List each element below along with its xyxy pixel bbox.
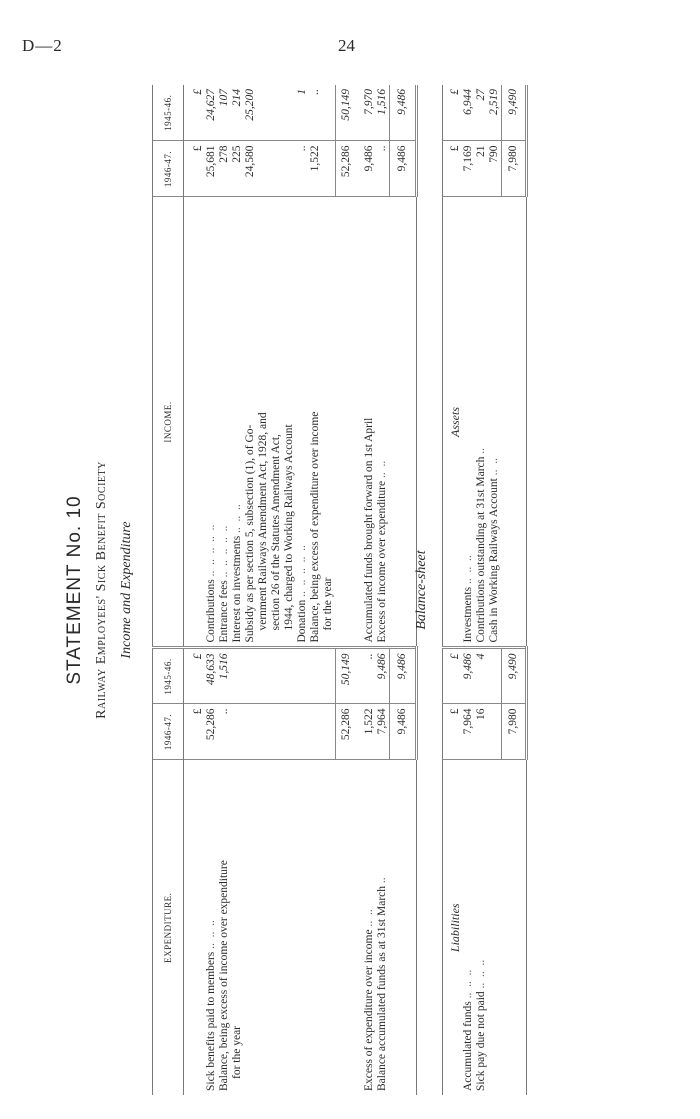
table-row [257,85,270,1095]
balance-sheet-table [442,85,528,1095]
income-header: INCOME. [153,197,184,648]
total-value: 9,490 [502,648,527,704]
total-value: 7,980 [502,704,527,760]
currency-symbol: £ [443,704,463,760]
value-cell: 214 [231,85,244,141]
income-label: Donation [296,599,308,643]
value-cell: 48,633 [205,648,218,704]
table-header-row [153,85,184,1095]
year-header-1945-46: 1945-46. [153,648,184,704]
table-row [322,85,335,1095]
table-row [309,85,322,1095]
table-row: Cash in Working Railways Account .. .. 790 2,519 [488,85,502,1095]
total-row [502,85,527,1095]
table-row [443,85,463,1095]
page-identifier: D—2 [22,36,63,55]
expenditure-label: Balance accumulated funds as at 31st March [376,885,388,1091]
liability-label: Accumulated funds [462,1001,474,1091]
table-row [270,85,283,1095]
value-cell: 9,486 [462,648,475,704]
value-cell: 2,519 [488,85,502,141]
subtotal-value: 52,286 [335,141,357,197]
expenditure-label: Sick benefits paid to members [205,951,217,1091]
value-cell: 1,522 [357,704,376,760]
total-row [390,85,417,1095]
income-label: vernment Railways Amendment Act, 1928, and [257,197,270,648]
value-cell: 1,516 [376,85,390,141]
value-cell: 9,486 [357,141,376,197]
year-header-1945-46: 1945-46. [153,85,184,141]
table-row: Sick benefits paid to members .. .. .. 52,286 48,633 Contributions .. .. .. .. .. 25,681 24,627 [205,85,218,1095]
currency-symbol: £ [184,648,206,704]
asset-label: Investments [462,586,474,643]
balance-sheet-caption: Balance-sheet [414,550,429,630]
value-cell: 1,522 [309,141,322,197]
total-value: 9,486 [390,704,417,760]
income-expenditure-table [152,85,418,1095]
liability-label: Sick pay due not paid [475,991,487,1091]
currency-symbol: £ [184,704,206,760]
currency-symbol: £ [184,85,206,141]
subtotal-value: 52,286 [335,704,357,760]
expenditure-label: for the year [231,1026,243,1079]
value-cell: 6,944 [462,85,475,141]
income-label: for the year [322,197,335,648]
subtotal-row [335,85,357,1095]
income-label: 1944, charged to Working Railways Account [283,197,296,648]
value-cell: 7,964 [376,704,390,760]
expenditure-header: EXPENDITURE. [153,760,184,1095]
value-cell: 27 [475,85,488,141]
value-cell: 278 [218,141,231,197]
currency-symbol: £ [443,648,463,704]
table-row [244,85,257,1095]
total-value: 9,490 [502,85,527,141]
subtotal-value: 50,149 [335,85,357,141]
income-label: Accumulated funds brought forward on 1st April [357,197,376,648]
table-row: Accumulated funds .. .. .. 7,964 9,486 Investments .. .. .. 7,169 6,944 [462,85,475,1095]
total-value: 9,486 [390,648,417,704]
income-label: section 26 of the Statutes Amendment Act, [270,197,283,648]
total-value: 9,486 [390,85,417,141]
value-cell: 7,964 [462,704,475,760]
value-cell: .. [218,704,231,760]
value-cell: 25,200 [244,85,257,141]
value-cell: 790 [488,141,502,197]
value-cell: 9,486 [376,648,390,704]
expenditure-label: Balance, being excess of income over expenditure [218,860,230,1091]
year-header-1946-47: 1946-47. [153,704,184,760]
table-row: Sick pay due not paid .. .. .. 16 4 Contributions outstanding at 31st March .. 21 27 [475,85,488,1095]
year-header-1946-47: 1946-47. [153,141,184,197]
income-label: Excess of income over expenditure [376,480,388,643]
page-number: 24 [338,36,355,55]
value-cell: 1 [296,85,309,141]
asset-label: Contributions outstanding at 31st March [475,456,487,643]
currency-symbol: £ [443,141,463,197]
value-cell: 4 [475,648,488,704]
value-cell: 107 [218,85,231,141]
value-cell: 7,169 [462,141,475,197]
value-cell: 52,286 [205,704,218,760]
value-cell: .. [376,141,390,197]
value-cell: .. [309,85,322,141]
expenditure-label: Excess of expenditure over income [363,929,375,1091]
subtotal-value: 50,149 [335,648,357,704]
table-row: Donation .. .. .. .. .. .. 1 [296,85,309,1095]
asset-label: Cash in Working Railways Account [488,478,500,643]
value-cell: 25,681 [205,141,218,197]
table-row: Excess of expenditure over income .. .. 1,522 .. Accumulated funds brought forward on 1st April 9,486 7,970 [357,85,376,1095]
table-row [184,85,206,1095]
income-label: Entrance fees [218,580,230,643]
value-cell: 7,970 [357,85,376,141]
statement-title: STATEMENT No. 10 [64,495,85,685]
income-label: Contributions [205,579,217,643]
statement-subtitle: Railway Employees' Sick Benefit Society [94,461,109,719]
value-cell: .. [296,141,309,197]
rotated-statement [24,85,664,1095]
value-cell: 21 [475,141,488,197]
currency-symbol: £ [184,141,206,197]
value-cell: 24,627 [205,85,218,141]
table-row: Balance accumulated funds as at 31st March .. 7,964 9,486 Excess of income over expenditure .. .. .. 1,516 [376,85,390,1095]
income-label: Balance, being excess of expenditure over income [309,197,322,648]
value-cell: .. [357,648,376,704]
table-row [283,85,296,1095]
currency-symbol: £ [443,85,463,141]
value-cell: 24,580 [244,141,257,197]
income-label: Subsidy as per section 5, subsection (1), of Go- [244,197,257,648]
total-value: 9,486 [390,141,417,197]
value-cell: 1,516 [218,648,231,704]
income-expenditure-caption: Income and Expenditure [119,521,134,659]
total-value: 7,980 [502,141,527,197]
assets-heading: Assets [443,197,463,648]
value-cell: 16 [475,704,488,760]
income-label: Interest on investments [231,535,243,643]
liabilities-heading: Liabilities [448,903,462,953]
table-row: for the year Interest on investments .. .. .. 225 214 [231,85,244,1095]
value-cell: 225 [231,141,244,197]
table-row: Balance, being excess of income over expenditure .. 1,516 Entrance fees .. .. .. .. .. 278 107 [218,85,231,1095]
